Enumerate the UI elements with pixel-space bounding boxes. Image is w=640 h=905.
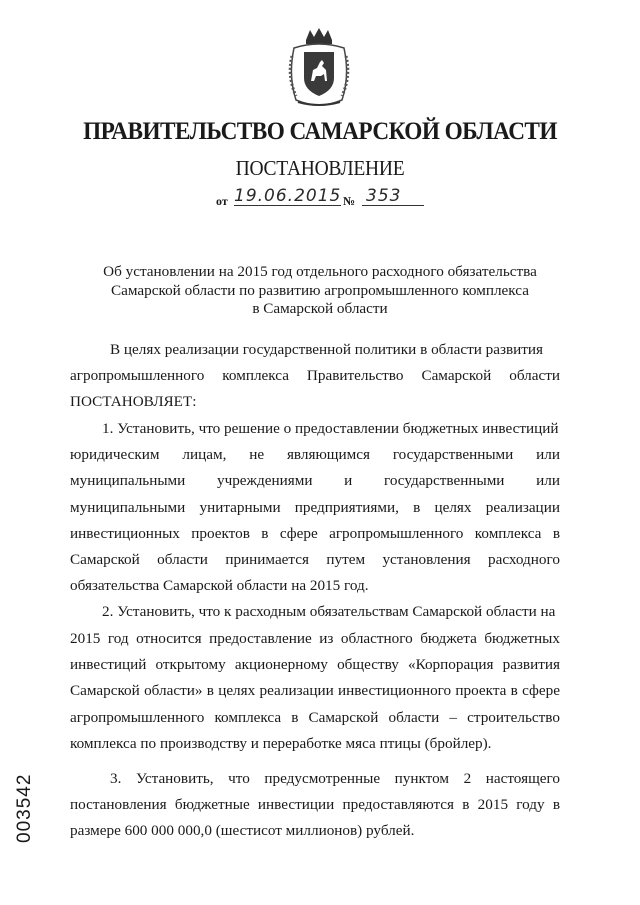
body-word: предусмотренные [264, 770, 381, 787]
body-word: и [344, 472, 353, 489]
body-word: Самарской [70, 682, 140, 699]
body-word: в [413, 499, 421, 516]
body-word: реализации [485, 499, 560, 516]
date-number-line [212, 186, 427, 210]
body-word: в [261, 525, 269, 542]
body-word: лицам, [182, 446, 227, 463]
body-word: установления [382, 551, 471, 568]
body-line: 1. Установить, что решение о предоставлении бюджетных инвестиций [102, 420, 559, 437]
body-word: учреждениями [216, 472, 313, 489]
body-line [70, 446, 560, 464]
body-word: строительство [467, 709, 560, 726]
body-line [70, 525, 560, 543]
body-word: агропромышленного [329, 525, 464, 542]
body-word: являющимся [286, 446, 370, 463]
subject-line: Об установлении на 2015 год отдельного расходного обязательства [103, 263, 537, 280]
body-word: комплекса [474, 525, 542, 542]
body-word: принимается [225, 551, 309, 568]
body-word: году [516, 796, 545, 813]
date-prefix: от [216, 194, 228, 208]
body-word: комплекса [214, 709, 282, 726]
body-word: муниципальными [70, 472, 186, 489]
body-word: обществу [337, 656, 399, 673]
body-word: путем [326, 551, 366, 568]
body-line [70, 682, 560, 700]
body-word: агропромышленного [70, 709, 205, 726]
body-word: акционерному [234, 656, 328, 673]
body-line [70, 709, 560, 727]
body-word: инвестиции [257, 796, 335, 813]
body-word: пунктом [394, 770, 450, 787]
date-underline [234, 205, 341, 206]
body-word: юридическим [70, 446, 160, 463]
body-word: бюджета [420, 630, 477, 647]
body-word: государственными [392, 446, 514, 463]
body-word: инвестиционного [338, 682, 452, 699]
body-word: что [228, 770, 250, 787]
subject-line: в Самарской области [252, 300, 388, 317]
body-word: Установить, [135, 770, 214, 787]
body-word: предоставляются [342, 796, 455, 813]
body-line: обязательства Самарской области на 2015 год. [70, 577, 369, 594]
subject-line: Самарской области по развитию агропромышленного комплекса [111, 281, 529, 299]
body-word: унитарными [199, 499, 281, 516]
body-word: области [157, 551, 208, 568]
body-word: в [552, 525, 560, 542]
body-word: в [462, 796, 470, 813]
body-word: или [536, 446, 560, 463]
body-word: бюджетные [174, 796, 250, 813]
body-word: Самарской [70, 551, 140, 568]
body-word: постановления [70, 796, 167, 813]
body-word: муниципальными [70, 499, 186, 516]
body-line: размере 600 000 000,0 (шестисот миллионов) рублей. [70, 822, 415, 839]
body-line [70, 630, 560, 648]
body-word: не [249, 446, 265, 463]
body-line [70, 499, 560, 517]
body-word: Правительство [306, 367, 404, 384]
document-date: 19.06.2015 [234, 186, 342, 206]
body-word: в [291, 709, 299, 726]
body-word: относится [136, 630, 202, 647]
body-word: области [509, 367, 560, 384]
body-word: предоставление [209, 630, 312, 647]
body-word: целях [434, 499, 472, 516]
body-word: инвестиционных [70, 525, 180, 542]
body-word: – [449, 709, 457, 726]
body-word: сфере [522, 682, 560, 699]
body-word: в [206, 682, 214, 699]
body-word: развития [502, 656, 560, 673]
body-word: проектов [191, 525, 250, 542]
document-type: ПОСТАНОВЛЕНИЕ [235, 156, 405, 180]
body-line: В целях реализации государственной политики в области развития [110, 341, 544, 358]
body-line [70, 367, 560, 385]
samara-coat-of-arms-icon [284, 26, 354, 110]
body-word: Самарской [308, 709, 379, 726]
body-word: в [552, 796, 560, 813]
body-line: 2. Установить, что к расходным обязательствам Самарской области на [102, 603, 556, 620]
body-word: или [536, 472, 560, 489]
body-line [70, 472, 560, 490]
body-word: открытому [155, 656, 226, 673]
body-word: из [319, 630, 334, 647]
number-label: № [343, 194, 356, 208]
body-word: области [388, 709, 440, 726]
body-word: инвестиций [70, 656, 147, 673]
number-underline [362, 205, 424, 206]
body-word: предприятиями, [294, 499, 399, 516]
body-word: расходного [487, 551, 560, 568]
side-registration-number: 003542 [14, 773, 35, 843]
body-word: 2015 [477, 796, 509, 813]
body-word: год [107, 630, 129, 647]
body-word: комплекса [222, 367, 289, 384]
body-word: областного [340, 630, 413, 647]
body-word: сфере [279, 525, 318, 542]
body-word: 2 [463, 770, 472, 787]
body-word: 3. [110, 770, 122, 787]
body-word: «Корпорация [407, 656, 494, 673]
coat-of-arms-emblem [284, 26, 354, 110]
body-line: ПОСТАНОВЛЯЕТ: [70, 393, 197, 410]
document-subject [70, 263, 570, 319]
body-word: настоящего [485, 770, 560, 787]
body-word: реализации [259, 682, 334, 699]
body-line: комплекса по производству и переработке мяса птицы (бройлер). [70, 735, 492, 752]
body-line [70, 551, 560, 569]
document-number: 353 [366, 186, 402, 206]
body-word: области» [144, 682, 203, 699]
body-word: проекта [455, 682, 507, 699]
body-word: 2015 [70, 630, 101, 647]
body-word: агропромышленного [70, 367, 205, 384]
body-word: государственными [383, 472, 505, 489]
organization-title: ПРАВИТЕЛЬСТВО САМАРСКОЙ ОБЛАСТИ [83, 118, 557, 145]
body-word: бюджетных [484, 630, 560, 647]
body-line [70, 796, 560, 814]
body-word: в [510, 682, 518, 699]
body-line [110, 770, 560, 788]
body-word: целях [218, 682, 256, 699]
body-line [70, 656, 560, 674]
body-word: Самарской [421, 367, 492, 384]
